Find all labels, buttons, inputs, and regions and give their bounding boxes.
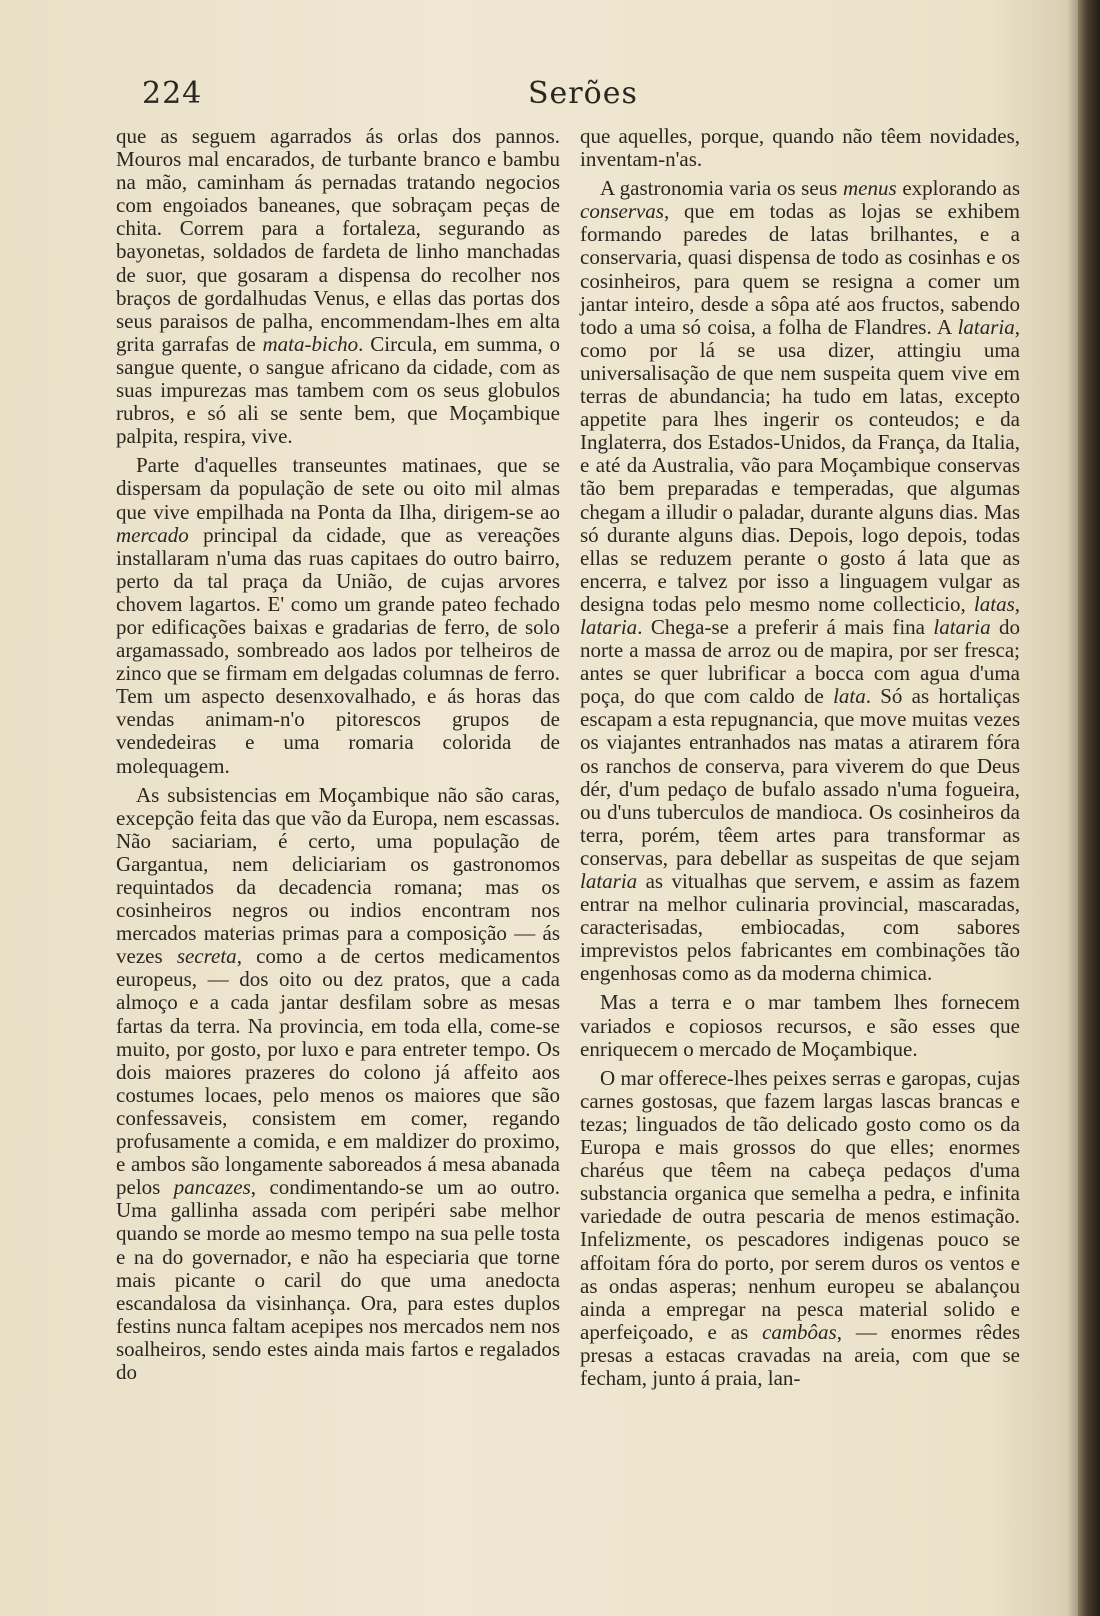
running-title: Serões [528,76,638,111]
page-number: 224 [142,76,203,111]
paragraph: As subsistencias em Moçambique não são caras, excepção feita das que vão da Europa, nem escassas. Não saciariam, é certo, uma população de Gargantua, nem deliciariam os gastronomos requintados da decadencia romana; mas os cosinheiros negros ou indios encontram nos mercados materias primas para a composição — ás vezes secreta, como a de certos medicamentos europeus, — dos oito ou dez pratos, que a cada almoço e a cada jantar desfilam sobre as mesas fartas da terra. Na provincia, em toda ella, come-se muito, por gosto, por luxo e para entreter tempo. Os dois maiores prazeres do colono já affeito aos costumes locaes, pelo menos os maiores que são confessaveis, consistem em comer, regando profusamente a comida, e em maldizer do proximo, e ambos são longamente saboreados á mesa abanada pelos pancazes, condimentando-se um ao outro. Uma gallinha assada com peripéri sabe melhor quando se morde ao mesmo tempo na sua pelle tosta e na do governador, e não ha especiaria que torne mais picante o caril do que uma anedocta escandalosa da visinhança. Ora, para estes duplos festins nunca faltam acepipes nos mercados nem nos soalheiros, sendo estes ainda mais fartos e regalados do [116,782,561,1384]
left-column [116,125,560,1384]
paragraph: que aquelles, porque, quando não têem novidades, inventam-n'as. [580,124,1020,172]
page-edge-shadow [1078,0,1100,1616]
paragraph: Mas a terra e o mar tambem lhes fornecem variados e copiosos recursos, e são esses que enriquecem o mercado de Moçambique. [580,990,1020,1061]
paragraph: O mar offerece-lhes peixes serras e garopas, cujas carnes gostosas, que fazem largas lascas brancas e tezas; linguados de tão delicado gosto como os da Europa e mais grossos do que elles; enormes charéus que têem na cabeça pedaços d'uma substancia organica que semelha a pedra, e infinita variedade de outra pescaria de menos estimação. Infelizmente, os pescadores indigenas pouco se affoitam fóra do porto, por serem duros os ventos e as ondas asperas; nenhum europeu se abalançou ainda a empregar na pesca material solido e aperfeiçoado, e as cambôas, — enormes rêdes presas a estacas cravadas na areia, com que se fecham, junto á praia, lan- [580,1065,1020,1390]
page-header [118,76,1018,126]
paragraph: A gastronomia varia os seus menus explorando as conservas, que em todas as lojas se exhibem formando paredes de latas brilhantes, e a conservaria, quasi dispensa de todo as cosinhas e os cosinheiros, para quem se resigna a comer um jantar inteiro, desde a sôpa até aos fructos, sabendo todo a uma só coisa, a folha de Flandres. A lataria, como por lá se usa dizer, attingiu uma universalisação de que nem suspeita quem vive em terras de abundancia; ha tudo em latas, excepto appetite para lhes ingerir os conteudos; e da Inglaterra, dos Estados-Unidos, da França, da Italia, e até da Australia, vão para Moçambique conservas tão bem preparadas e temperadas, que algumas chegam a illudir o paladar, durante alguns dias. Mas só durante alguns dias. Depois, logo depois, todas ellas se reduzem perante o gosto á lata que as encerra, e talvez por isso a linguagem vulgar as designa todas pelo mesmo nome collecticio, latas, lataria. Chega-se a preferir á mais fina lataria do norte a massa de arroz ou de mapira, por ser fresca; antes se quer lubrificar a bocca com agua d'uma poça, do que com caldo de lata. Só as hortaliças escapam a esta repugnancia, que move muitas vezes os viajantes entranhados nas matas a atirarem fóra os ranchos de conserva, para viverem do que Deus dér, d'um pedaço de bufalo assado n'uma fogueira, ou d'uns tuberculos de mandioca. Os cosinheiros da terra, porém, têem artes para transformar as conservas, para debellar as suspeitas de que sejam lataria as vitualhas que servem, e assim as fazem entrar na melhor culinaria provincial, mascaradas, caracterisadas, embiocadas, com sabores imprevistos pelos fabricantes em combinações tão engenhosas como as da moderna chimica. [580,176,1021,986]
paragraph: que as seguem agarrados ás orlas dos pannos. Mouros mal encarados, de turbante branco e bambu na mão, caminham ás pernadas tratando negocios com engoiados baneanes, que sobraçam peças de chita. Correm para a fortaleza, segurando as bayonetas, soldados de fardeta de linho manchadas de suor, que gosaram a dispensa do recolher nos braços de gordalhudas Venus, e ellas das portas dos seus paraisos de palha, encommendam-lhes em alta grita garrafas de mata-bicho. Circula, em summa, o sangue quente, o sangue africano da cidade, com as suas impurezas mas tambem com os seus globulos rubros, e só ali se sente bem, que Moçambique palpita, respira, vive. [116,124,560,449]
paragraph: Parte d'aquelles transeuntes matinaes, que se dispersam da população de sete ou oito mil almas que vive empilhada na Ponta da Ilha, dirigem-se ao mercado principal da cidade, que as vereações installaram n'uma das ruas capitaes do outro bairro, perto da tal praça da União, de cujas arvores chovem lagartos. E' como um grande pateo fechado por edificações baixas e gradarias de ferro, de solo argamassado, sombreado aos lados por telheiros de zinco que se firmam em delgadas columnas de ferro. Tem um aspecto desenxovalhado, e ás horas das vendas animam-n'o pitorescos grupos de vendedeiras e uma romaria colorida de molequagem. [116,453,560,778]
right-column [580,125,1020,1390]
